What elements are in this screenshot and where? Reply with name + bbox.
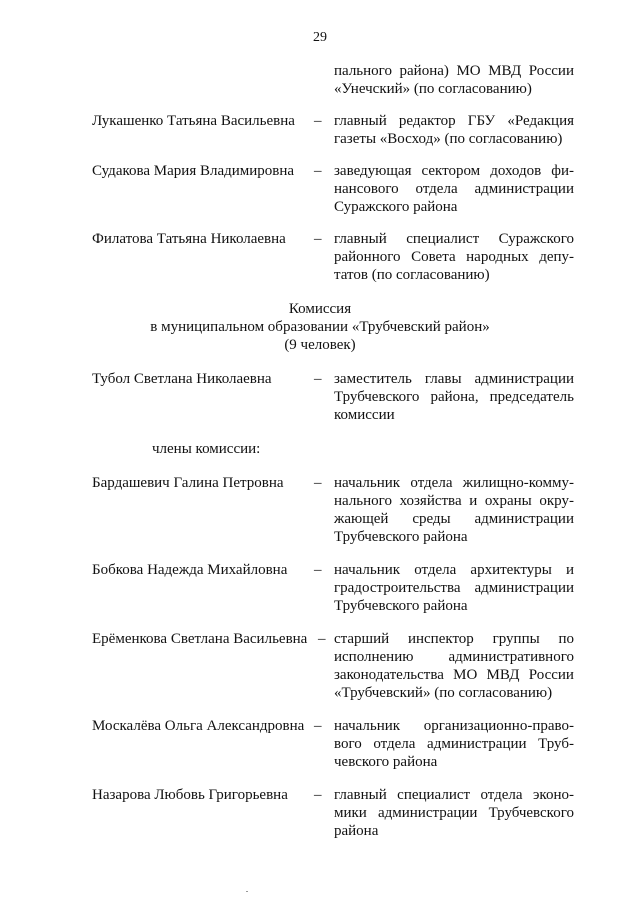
desc-line: нансового отдела администрации	[334, 181, 574, 197]
entry-description	[334, 630, 574, 702]
desc-line: начальник отдела жилищно-комму-	[334, 475, 574, 491]
desc-line: Трубчевского района	[334, 598, 468, 614]
entry-description	[334, 561, 574, 615]
person-name: Ерёменкова Светлана Васильевна	[92, 631, 308, 647]
desc-line: Суражского района	[334, 199, 458, 215]
desc-line: вого отдела администрации Труб-	[334, 736, 574, 752]
dash: –	[314, 163, 322, 179]
entry-description	[334, 786, 574, 840]
desc-line: мики администрации Трубчевского	[334, 805, 574, 821]
desc-line: татов (по согласованию)	[334, 267, 490, 283]
desc-line: главный редактор ГБУ «Редакция	[334, 113, 574, 129]
desc-line: района	[334, 823, 379, 839]
dash: –	[314, 475, 322, 491]
desc-line: пального района) МО МВД России	[334, 63, 574, 79]
dash: –	[314, 371, 322, 387]
desc-line: чевского района	[334, 754, 438, 770]
person-name: Тубол Светлана Николаевна	[92, 371, 272, 387]
dash: –	[314, 718, 322, 734]
desc-line: начальник отдела архитектуры и	[334, 562, 574, 578]
person-name: Филатова Татьяна Николаевна	[92, 231, 286, 247]
commission-title: Комиссия	[288, 301, 352, 317]
person-name: Судакова Мария Владимировна	[92, 163, 295, 179]
desc-line: «Трубчевский» (по согласованию)	[334, 685, 553, 701]
desc-line: Трубчевского района, председатель	[334, 389, 574, 405]
dash: –	[314, 113, 322, 129]
desc-line: законодательства МО МВД России	[334, 667, 574, 683]
scan-mark	[246, 891, 248, 892]
desc-line: начальник организационно-право-	[334, 718, 574, 734]
person-name: Бобкова Надежда Михайловна	[92, 562, 288, 578]
commission-subtitle: в муниципальном образовании «Трубчевский район»	[150, 319, 490, 335]
desc-line: заведующая сектором доходов фи-	[334, 163, 574, 179]
desc-line: заместитель главы администрации	[334, 371, 574, 387]
entry-description	[334, 162, 574, 216]
person-name: Москалёва Ольга Александровна	[92, 718, 305, 734]
commission-count: (9 человек)	[284, 337, 356, 353]
dash: –	[314, 787, 322, 803]
entry-description	[334, 474, 574, 546]
person-name: Лукашенко Татьяна Васильевна	[92, 113, 295, 129]
dash: –	[314, 231, 322, 247]
entry-description	[334, 717, 574, 771]
desc-line: комиссии	[334, 407, 395, 423]
desc-line: жающей среды администрации	[334, 511, 574, 527]
desc-line: главный специалист отдела эконо-	[334, 787, 574, 803]
dash: –	[314, 562, 322, 578]
desc-line: старший инспектор группы по	[334, 631, 574, 647]
members-label: члены комиссии:	[152, 441, 261, 457]
desc-line: Трубчевского района	[334, 529, 468, 545]
entry-description	[334, 112, 574, 148]
entry-description	[334, 230, 574, 284]
dash: –	[318, 631, 326, 647]
person-name: Бардашевич Галина Петровна	[92, 475, 284, 491]
desc-line: районного Совета народных депу-	[334, 249, 574, 265]
desc-line: нального хозяйства и охраны окру-	[334, 493, 574, 509]
desc-line: газеты «Восход» (по согласованию)	[334, 131, 563, 147]
person-name: Назарова Любовь Григорьевна	[92, 787, 288, 803]
page-number: 29	[313, 30, 327, 45]
desc-line: главный специалист Суражского	[334, 231, 574, 247]
desc-line: градостроительства администрации	[334, 580, 574, 596]
desc-line: «Унечский» (по согласованию)	[334, 81, 532, 97]
desc-line: исполнению административного	[334, 649, 574, 665]
entry-description	[334, 370, 574, 424]
entry-description	[334, 62, 574, 98]
